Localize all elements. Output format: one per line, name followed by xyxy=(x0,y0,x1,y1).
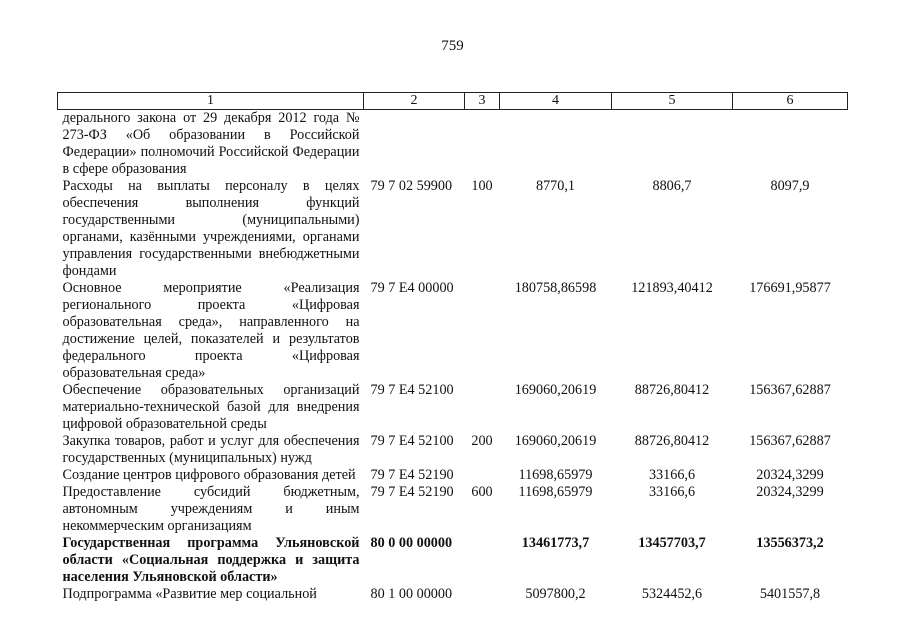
row-value-5 xyxy=(612,110,733,179)
row-type: 200 xyxy=(471,433,493,449)
row-value-6: 176691,95877 xyxy=(749,280,831,296)
row-value-4: 169060,20619 xyxy=(514,433,597,449)
row-value-4 xyxy=(500,110,612,179)
row-value-5: 121893,40412 xyxy=(631,280,713,296)
row-code: 79 7 E4 52190 xyxy=(370,467,454,483)
row-type xyxy=(465,280,500,382)
row-value-4: 180758,86598 xyxy=(514,280,597,296)
row-type xyxy=(465,382,500,433)
row-value-5: 33166,6 xyxy=(648,467,696,483)
row-name: Расходы на выплаты персоналу в целях обеспечения выполнения функций государственными (муниципальными) органами, казёнными учреждениями, органами управления государственными внебюджетными фондами xyxy=(62,178,360,279)
row-value-5: 13457703,7 xyxy=(638,535,706,551)
row-value-6: 20324,3299 xyxy=(756,484,824,500)
row-value-5: 8806,7 xyxy=(652,178,692,194)
row-value-6: 5401557,8 xyxy=(759,586,821,602)
row-value-6: 156367,62887 xyxy=(749,433,831,449)
column-header-5: 5 xyxy=(612,93,733,110)
budget-table xyxy=(57,92,848,603)
row-value-6 xyxy=(733,110,848,179)
row-name: Создание центров цифрового образования детей xyxy=(62,467,356,483)
row-value-6: 156367,62887 xyxy=(749,382,831,398)
row-code: 79 7 E4 00000 xyxy=(370,280,454,296)
table-row xyxy=(58,280,848,382)
table-row xyxy=(58,382,848,433)
row-value-5: 33166,6 xyxy=(648,484,696,500)
row-name: Закупка товаров, работ и услуг для обеспечения государственных (муниципальных) нужд xyxy=(62,433,360,466)
row-value-6: 8097,9 xyxy=(770,178,810,194)
row-value-6: 13556373,2 xyxy=(756,535,824,551)
table-row xyxy=(58,467,848,484)
table-row-program xyxy=(58,535,848,586)
column-header-6: 6 xyxy=(733,93,848,110)
row-value-5: 88726,80412 xyxy=(634,382,710,398)
table-row xyxy=(58,586,848,603)
table-row xyxy=(58,178,848,280)
row-type: 100 xyxy=(471,178,493,194)
row-name: Основное мероприятие «Реализация регионального проекта «Цифровая образовательная среда», направленного на достижение целей, показателей и результатов федерального проекта «Цифровая образовательная среда» xyxy=(62,280,360,381)
row-type xyxy=(465,586,500,603)
row-type xyxy=(465,535,500,586)
row-value-4: 13461773,7 xyxy=(521,535,590,551)
row-code: 79 7 E4 52190 xyxy=(370,484,454,500)
column-header-2: 2 xyxy=(364,93,465,110)
row-value-4: 169060,20619 xyxy=(514,382,597,398)
row-type: 600 xyxy=(471,484,493,500)
row-code: 79 7 02 59900 xyxy=(370,178,453,194)
row-value-5: 88726,80412 xyxy=(634,433,710,449)
row-name: Предоставление субсидий бюджетным, автономным учреждениям и иным некоммерческим организациям xyxy=(62,484,360,534)
row-name: Подпрограмма «Развитие мер социальной xyxy=(62,586,317,602)
table-row xyxy=(58,484,848,535)
row-value-5: 5324452,6 xyxy=(641,586,703,602)
row-value-4: 11698,65979 xyxy=(518,484,593,500)
row-code: 79 7 E4 52100 xyxy=(370,382,454,398)
row-name: дерального закона от 29 декабря 2012 года № 273-ФЗ «Об образовании в Российской Федерации» полномочий Российской Федерации в сфере образования xyxy=(62,110,360,177)
row-name: Обеспечение образовательных организаций материально-технической базой для внедрения цифровой образовательной среды xyxy=(62,382,360,432)
row-code xyxy=(364,110,465,179)
row-value-4: 5097800,2 xyxy=(525,586,586,602)
row-value-4: 11698,65979 xyxy=(518,467,593,483)
row-code: 80 0 00 00000 xyxy=(370,535,453,551)
row-value-4: 8770,1 xyxy=(535,178,575,194)
column-header-1: 1 xyxy=(58,93,364,110)
row-value-6: 20324,3299 xyxy=(756,467,824,483)
table-row xyxy=(58,433,848,467)
row-code: 80 1 00 00000 xyxy=(370,586,453,602)
row-code: 79 7 E4 52100 xyxy=(370,433,454,449)
row-type xyxy=(465,467,500,484)
table-row xyxy=(58,110,848,179)
column-header-4: 4 xyxy=(500,93,612,110)
row-name: Государственная программа Ульяновской области «Социальная поддержка и защита населения Ульяновской области» xyxy=(62,535,360,585)
table-header xyxy=(58,93,848,110)
column-header-3: 3 xyxy=(465,93,500,110)
row-type xyxy=(465,110,500,179)
page-number: 759 xyxy=(441,38,464,54)
